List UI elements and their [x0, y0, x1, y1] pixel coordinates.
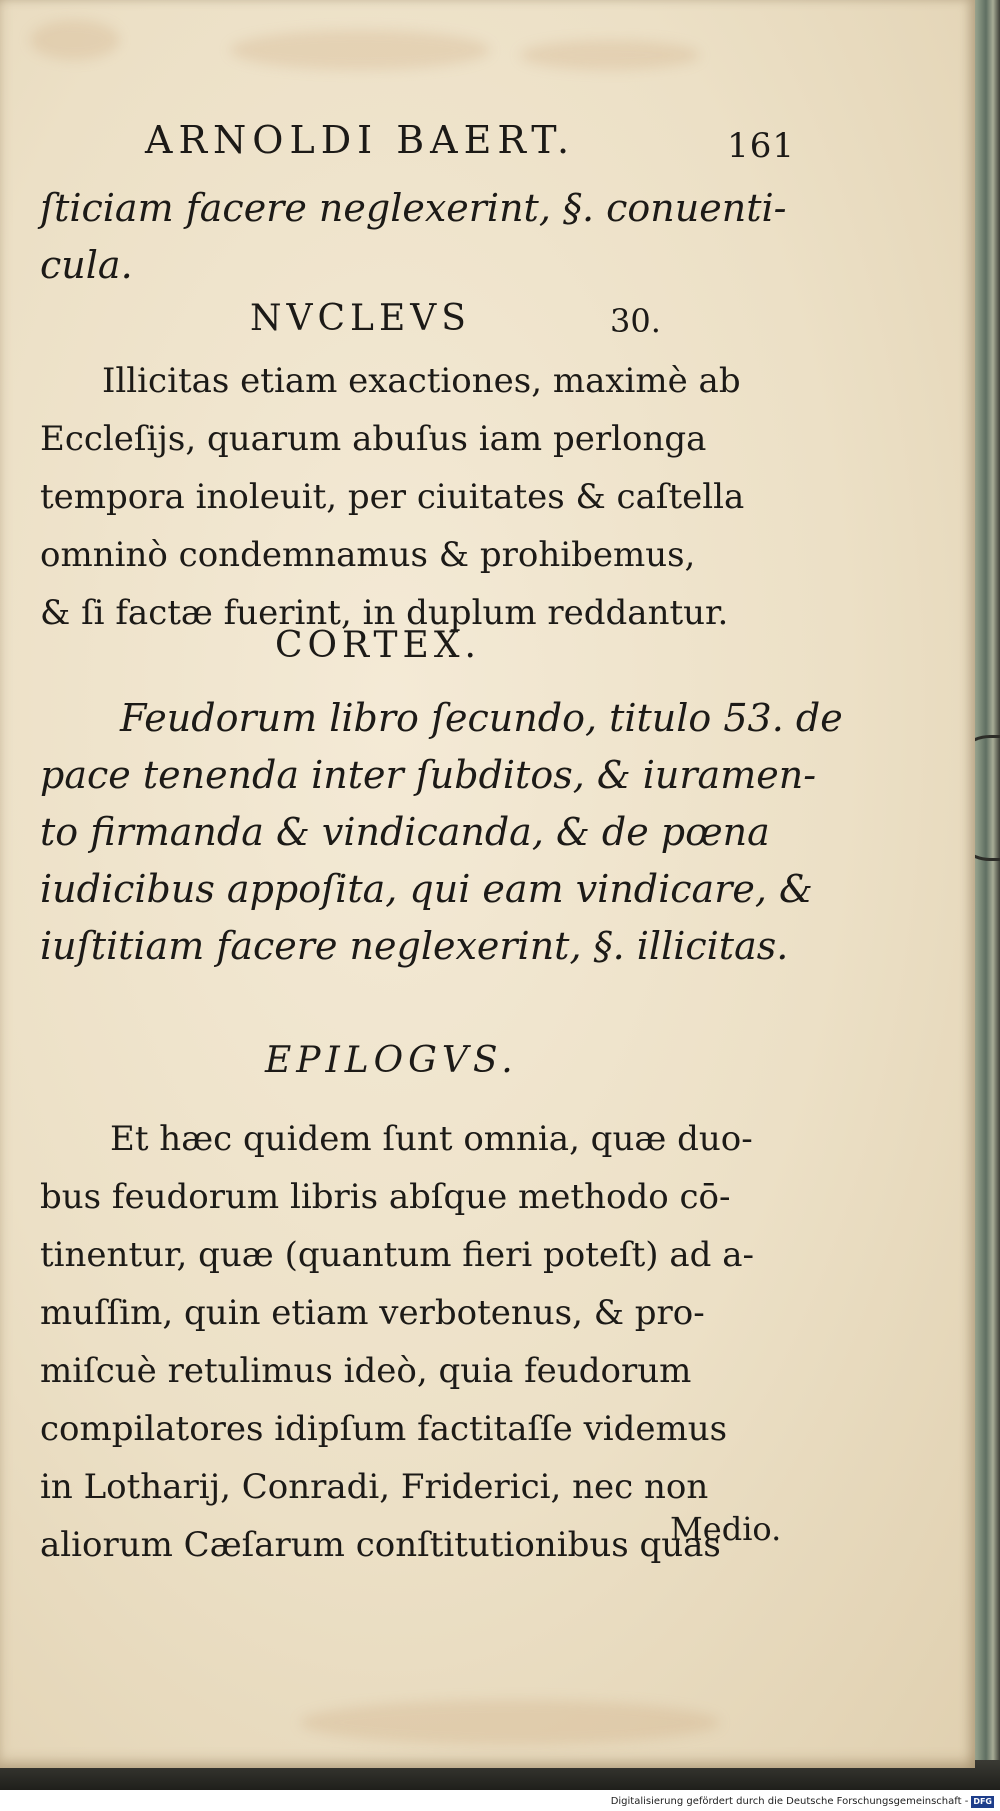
- dfg-logo: DFG: [973, 1797, 992, 1806]
- text-line: miſcuè retulimus ideò, quia feudorum: [40, 1351, 692, 1391]
- top-continuation: [40, 180, 800, 294]
- cortex-heading: CORTEX.: [275, 625, 481, 666]
- cortex-text: [40, 690, 843, 975]
- text-line: pace tenenda inter ſubditos, & iuramen-: [40, 753, 817, 797]
- running-head: [145, 118, 795, 178]
- epilogus-heading: EPILOGVS.: [265, 1040, 518, 1081]
- footer-text: Digitalisierung gefördert durch die Deutsche Forschungsgemeinschaft -: [610, 1796, 969, 1807]
- nucleus-text: [40, 352, 800, 642]
- text-line: compilatores idipſum factitaſſe videmus: [40, 1409, 728, 1449]
- text-line: Eccleſijs, quarum abuſus iam perlonga: [40, 419, 707, 459]
- text-line: tempora inoleuit, per ciuitates & caſtella: [40, 477, 745, 517]
- catchword: Medio.: [670, 1510, 782, 1548]
- text-line: aliorum Cæſarum conſtitutionibus quas: [40, 1525, 721, 1565]
- text-line: Et hæc quidem ſunt omnia, quæ duo-: [110, 1119, 753, 1159]
- text-line: omninò condemnamus & prohibemus,: [40, 535, 696, 575]
- page-number: 161: [727, 126, 795, 166]
- running-head-title: ARNOLDI BAERT.: [145, 118, 576, 162]
- nucleus-heading: NVCLEVS: [250, 298, 471, 339]
- text-line: to firmanda & vindicanda, & de pœna: [40, 810, 770, 854]
- text-line: cula.: [40, 243, 133, 287]
- text-line: muſſim, quin etiam verbotenus, & pro-: [40, 1293, 705, 1333]
- epilogus-text: [40, 1110, 800, 1574]
- nucleus-number: 30.: [610, 302, 661, 340]
- text-line: & ſi factæ fuerint, in duplum reddantur.: [40, 593, 729, 633]
- text-line: in Lotharij, Conradi, Friderici, nec non: [40, 1467, 709, 1507]
- digitization-footer: [600, 1792, 1000, 1811]
- text-line: Illicitas etiam exactiones, maximè ab: [102, 361, 741, 401]
- text-line: iudicibus appoſita, qui eam vindicare, &: [40, 867, 813, 911]
- text-line: tinentur, quæ (quantum fieri poteſt) ad a-: [40, 1235, 754, 1275]
- text-line: iuſtitiam facere neglexerint, §. illicitas.: [40, 924, 789, 968]
- text-line: ſticiam facere neglexerint, §. conuenti-: [40, 186, 787, 230]
- text-line: bus feudorum libris abſque methodo cō-: [40, 1177, 731, 1217]
- text-line: Feudorum libro ſecundo, titulo 53. de: [120, 696, 843, 740]
